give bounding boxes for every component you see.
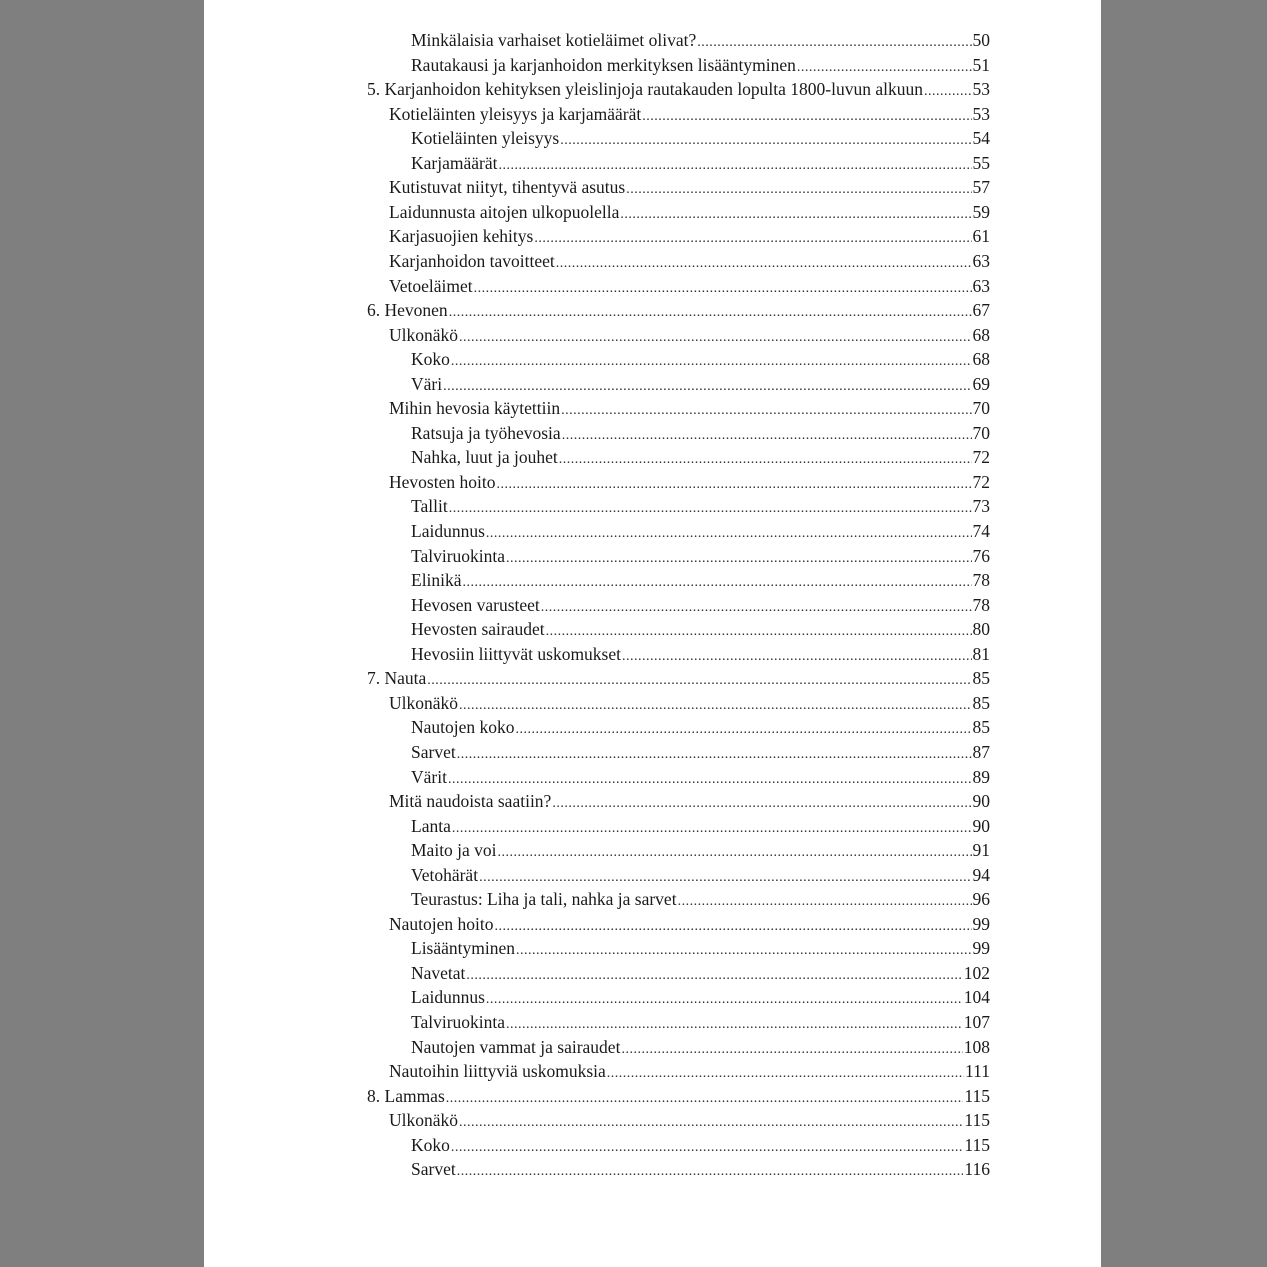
toc-entry-title: Tallit <box>411 496 448 517</box>
dot-leader <box>486 988 963 1012</box>
toc-entry-page-number: 80 <box>972 619 990 640</box>
toc-entry[interactable] <box>367 77 990 101</box>
toc-entry[interactable] <box>389 396 990 420</box>
toc-entry-page-number: 78 <box>972 594 990 615</box>
toc-entry-page-number: 87 <box>972 741 990 762</box>
toc-entry-page-number: 81 <box>972 643 990 664</box>
toc-entry-page-number: 70 <box>972 398 990 419</box>
toc-entry-title: 6. Hevonen <box>367 300 448 321</box>
dot-leader <box>459 326 971 350</box>
toc-entry[interactable] <box>411 887 990 911</box>
toc-entry[interactable] <box>411 372 990 396</box>
toc-entry[interactable] <box>411 838 990 862</box>
dot-leader <box>457 1160 964 1184</box>
toc-entry-page-number: 73 <box>972 496 990 517</box>
dot-leader <box>459 1111 963 1135</box>
toc-entry-title: Hevosten hoito <box>389 471 496 492</box>
toc-entry-page-number: 99 <box>972 913 990 934</box>
toc-entry-title: Laidunnus <box>411 521 485 541</box>
dot-leader <box>620 203 971 227</box>
toc-entry-page-number: 108 <box>963 1036 990 1057</box>
dot-leader <box>451 350 972 374</box>
dot-leader <box>516 718 972 742</box>
toc-entry-title: Värit <box>411 766 447 787</box>
toc-entry-title: Elinikä <box>411 570 462 591</box>
toc-entry-title: Lisääntyminen <box>411 938 516 959</box>
toc-entry-title: Hevosten sairaudet <box>411 619 545 640</box>
toc-entry-page-number: 74 <box>972 521 990 541</box>
toc-entry-page-number: 91 <box>972 840 990 861</box>
toc-entry-title: Mihin hevosia käytettiin <box>389 398 561 419</box>
toc-entry-page-number: 53 <box>972 103 990 124</box>
toc-entry[interactable] <box>411 1157 990 1181</box>
toc-entry-page-number: 50 <box>972 30 990 50</box>
toc-entry-title: Karjanhoidon tavoitteet <box>389 250 555 271</box>
toc-entry-page-number: 54 <box>972 128 990 149</box>
dot-leader <box>534 227 971 251</box>
dot-leader <box>697 31 971 55</box>
toc-entry[interactable] <box>411 617 990 641</box>
toc-entry-title: Ulkonäkö <box>389 1110 459 1131</box>
toc-entry-title: Nautoihin liittyviä uskomuksia <box>389 1061 606 1082</box>
dot-leader <box>607 1062 964 1086</box>
toc-entry-title: 8. Lammas <box>367 1085 445 1106</box>
toc-entry[interactable] <box>411 1133 990 1157</box>
toc-entry-title: Mitä naudoista saatiin? <box>389 791 552 812</box>
toc-entry-page-number: 63 <box>972 250 990 271</box>
toc-entry[interactable] <box>367 666 990 690</box>
toc-entry-page-number: 67 <box>972 300 990 321</box>
toc-entry[interactable] <box>411 642 990 666</box>
toc-entry-title: Talviruokinta <box>411 545 506 566</box>
toc-entry[interactable] <box>389 274 990 298</box>
toc-entry-page-number: 90 <box>972 815 990 836</box>
dot-leader <box>486 522 972 546</box>
toc-entry[interactable] <box>389 200 990 224</box>
toc-entry-title: Nautojen hoito <box>389 913 494 934</box>
dot-leader <box>463 571 972 595</box>
dot-leader <box>506 547 971 571</box>
toc-entry[interactable] <box>411 740 990 764</box>
toc-entry[interactable] <box>411 568 990 592</box>
toc-entry-page-number: 61 <box>972 226 990 247</box>
dot-leader <box>457 743 972 767</box>
toc-entry[interactable] <box>389 1059 990 1083</box>
toc-entry[interactable] <box>367 1084 990 1108</box>
toc-entry[interactable] <box>411 53 990 77</box>
toc-entry-title: Väri <box>411 373 443 394</box>
dot-leader <box>642 105 971 129</box>
toc-entry-page-number: 59 <box>972 201 990 222</box>
dot-leader <box>561 399 971 423</box>
toc-entry-title: Sarvet <box>411 741 456 762</box>
toc-entry-page-number: 69 <box>972 373 990 394</box>
toc-entry[interactable] <box>411 936 990 960</box>
toc-entry-page-number: 63 <box>972 275 990 296</box>
toc-entry-title: Lanta <box>411 815 451 836</box>
toc-entry-page-number: 85 <box>972 692 990 713</box>
toc-entry-page-number: 70 <box>972 422 990 443</box>
toc-entry-title: Vetoeläimet <box>389 275 473 296</box>
toc-entry-title: Koko <box>411 349 450 370</box>
dot-leader <box>678 890 972 914</box>
dot-leader <box>449 497 972 521</box>
toc-entry[interactable] <box>389 175 990 199</box>
toc-entry-page-number: 85 <box>972 668 990 689</box>
toc-entry[interactable] <box>367 298 990 322</box>
dot-leader <box>546 620 972 644</box>
dot-leader <box>498 841 972 865</box>
toc-entry[interactable] <box>411 715 990 739</box>
toc-entry-page-number: 53 <box>972 79 990 100</box>
dot-leader <box>449 301 972 325</box>
toc-entry-title: Ulkonäkö <box>389 324 459 345</box>
toc-entry-title: Navetat <box>411 962 466 983</box>
toc-entry[interactable] <box>411 519 990 543</box>
dot-leader <box>474 277 972 301</box>
toc-entry-page-number: 89 <box>972 766 990 787</box>
toc-entry-title: Minkälaisia varhaiset kotieläimet olivat? <box>411 30 697 50</box>
toc-entry-title: Karjasuojien kehitys <box>389 226 534 247</box>
toc-entry-page-number: 57 <box>972 177 990 198</box>
dot-leader <box>452 817 972 841</box>
toc-entry-page-number: 96 <box>972 889 990 910</box>
toc-entry[interactable] <box>389 470 990 494</box>
dot-leader <box>797 56 972 80</box>
toc-entry-page-number: 51 <box>972 54 990 75</box>
toc-entry-page-number: 55 <box>972 152 990 173</box>
dot-leader <box>541 596 972 620</box>
toc-entry-title: Teurastus: Liha ja tali, nahka ja sarvet <box>411 889 677 910</box>
toc-entry-page-number: 104 <box>963 987 990 1008</box>
toc-entry-title: Laidunnus <box>411 987 485 1008</box>
dot-leader <box>466 964 962 988</box>
toc-entry[interactable] <box>389 224 990 248</box>
toc-entry-page-number: 76 <box>972 545 990 566</box>
toc-entry-title: Ulkonäkö <box>389 692 459 713</box>
toc-entry[interactable] <box>389 323 990 347</box>
toc-entry-page-number: 107 <box>963 1012 990 1032</box>
toc-entry-page-number: 78 <box>972 570 990 591</box>
toc-entry-title: 5. Karjanhoidon kehityksen yleislinjoja rautakauden lopulta 1800-luvun alkuun <box>367 79 923 100</box>
dot-leader <box>559 448 972 472</box>
toc-entry[interactable] <box>411 863 990 887</box>
dot-leader <box>516 939 971 963</box>
toc-entry[interactable] <box>411 445 990 469</box>
toc-entry-title: Sarvet <box>411 1159 456 1180</box>
toc-entry-title: Nautojen vammat ja sairaudet <box>411 1036 621 1057</box>
dot-leader <box>459 694 971 718</box>
toc-entry-page-number: 102 <box>963 962 990 983</box>
toc-entry-title: Talviruokinta <box>411 1012 506 1032</box>
toc-entry-title: 7. Nauta <box>367 668 427 689</box>
dot-leader <box>443 375 971 399</box>
toc-entry[interactable] <box>411 814 990 838</box>
toc-entry[interactable] <box>411 765 990 789</box>
toc-entry-page-number: 72 <box>972 471 990 492</box>
toc-entry-page-number: 99 <box>972 938 990 959</box>
toc-entry-page-number: 116 <box>964 1159 990 1180</box>
toc-entry[interactable] <box>411 494 990 518</box>
dot-leader <box>562 424 972 448</box>
toc-entry[interactable] <box>389 249 990 273</box>
toc-entry-page-number: 68 <box>972 349 990 370</box>
toc-entry-page-number: 115 <box>964 1134 990 1155</box>
toc-entry-title: Rautakausi ja karjanhoidon merkityksen lisääntyminen <box>411 54 796 75</box>
toc-entry-title: Nahka, luut ja jouhet <box>411 447 558 468</box>
toc-entry-page-number: 94 <box>972 864 990 885</box>
toc-entry-page-number: 90 <box>972 791 990 812</box>
toc-entry-page-number: 68 <box>972 324 990 345</box>
toc-entry[interactable] <box>389 691 990 715</box>
toc-entry-title: Maito ja voi <box>411 840 497 861</box>
toc-entry[interactable] <box>411 1010 990 1034</box>
toc-entry[interactable] <box>411 421 990 445</box>
toc-entry-title: Kutistuvat niityt, tihentyvä asutus <box>389 177 626 198</box>
toc-entry[interactable] <box>389 912 990 936</box>
dot-leader <box>924 80 972 104</box>
toc-entry[interactable] <box>411 347 990 371</box>
dot-leader <box>446 1087 964 1111</box>
document-page <box>204 0 1101 1267</box>
toc-entry[interactable] <box>411 985 990 1009</box>
toc-entry-page-number: 111 <box>965 1061 990 1082</box>
dot-leader <box>451 1136 964 1160</box>
toc-entry-title: Vetohärät <box>411 864 479 885</box>
toc-entry-title: Hevosiin liittyvät uskomukset <box>411 643 621 664</box>
dot-leader <box>556 252 972 276</box>
toc-entry-title: Kotieläinten yleisyys <box>411 128 560 149</box>
dot-leader <box>427 669 971 693</box>
toc-entry[interactable] <box>411 1035 990 1059</box>
dot-leader <box>626 178 971 202</box>
dot-leader <box>479 866 971 890</box>
toc-entry-title: Nautojen koko <box>411 717 515 738</box>
dot-leader <box>506 1013 963 1037</box>
toc-entry-title: Ratsuja ja työhevosia <box>411 422 561 443</box>
dot-leader <box>496 473 971 497</box>
dot-leader <box>552 792 971 816</box>
toc-entry[interactable] <box>411 28 990 52</box>
toc-entry-title: Hevosen varusteet <box>411 594 540 615</box>
toc-entry-page-number: 115 <box>964 1085 990 1106</box>
toc-entry[interactable] <box>411 126 990 150</box>
toc-entry-page-number: 115 <box>964 1110 990 1131</box>
toc-entry[interactable] <box>389 102 990 126</box>
toc-entry-title: Laidunnusta aitojen ulkopuolella <box>389 201 620 222</box>
toc-entry-title: Kotieläinten yleisyys ja karjamäärät <box>389 103 642 124</box>
toc-entry-title: Koko <box>411 1134 450 1155</box>
toc-entry-page-number: 72 <box>972 447 990 468</box>
toc-entry[interactable] <box>411 593 990 617</box>
dot-leader <box>622 645 972 669</box>
toc-entry[interactable] <box>411 151 990 175</box>
toc-entry-page-number: 85 <box>972 717 990 738</box>
toc-entry[interactable] <box>411 961 990 985</box>
toc-entry-title: Karjamäärät <box>411 152 498 173</box>
toc-entry[interactable] <box>411 544 990 568</box>
dot-leader <box>498 154 971 178</box>
dot-leader <box>495 915 972 939</box>
dot-leader <box>621 1038 962 1062</box>
dot-leader <box>560 129 971 153</box>
dot-leader <box>448 768 972 792</box>
toc-entry[interactable] <box>389 1108 990 1132</box>
toc-entry[interactable] <box>389 789 990 813</box>
